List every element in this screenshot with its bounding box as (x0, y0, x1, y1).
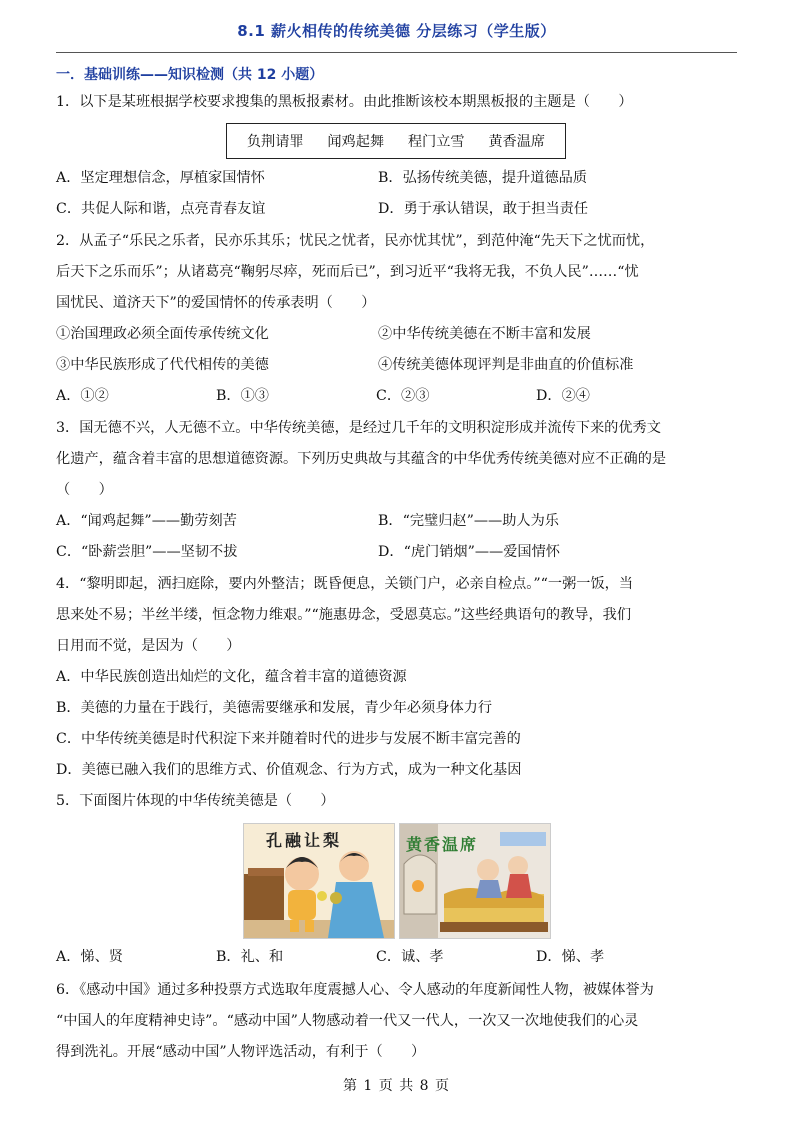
q2-option-b: B．①③ (216, 388, 269, 404)
q2-options-row (56, 386, 746, 406)
q3-stem-line-1: 3．国无德不兴，人无德不立。中华传统美德，是经过几千年的文明积淀形成并流传下来的优秀文 (56, 420, 661, 436)
q5-option-a: A．悌、贤 (56, 949, 123, 965)
q6-stem-line-2: “中国人的年度精神史诗”。“感动中国”人物感动着一代又一代人，一次又一次地使我们的心灵 (56, 1013, 639, 1029)
q5-option-d: D．悌、孝 (536, 949, 605, 965)
q1-option-c: C．共促人际和谐，点亮青春友谊 (56, 201, 266, 217)
q5-option-b: B．礼、和 (216, 949, 284, 965)
q3-stem-line-3: （ ） (56, 482, 113, 498)
page-footer: 第 1 页 共 8 页 (342, 1078, 451, 1094)
q2-stem-line-1: 2．从孟子“乐民之乐者，民亦乐其乐；忧民之忧者，民亦忧其忧”，到范仲淹“先天下之忧而忧， (56, 233, 655, 249)
q6-stem-line-3: 得到洗礼。开展“感动中国”人物评选活动，有利于（ ） (56, 1044, 426, 1060)
pic2-caption: 黄香温席 (406, 835, 479, 854)
kongrong-rangli-illustration (243, 823, 395, 939)
q1-option-d: D．勇于承认错误，敢于担当责任 (378, 201, 589, 217)
q4-option-a: A．中华民族创造出灿烂的文化，蕴含着丰富的道德资源 (56, 669, 407, 685)
q2-option-d: D．②④ (536, 388, 590, 404)
q2-statement-4: ④传统美德体现评判是非曲直的价值标准 (378, 357, 634, 373)
q1-options-row-1 (56, 168, 746, 188)
q2-statements-row-2 (56, 355, 746, 375)
pic1-caption: 孔融让梨 (266, 831, 343, 850)
q3-stem-line-2: 化遗产，蕴含着丰富的思想道德资源。下列历史典故与其蕴含的中华优秀传统美德对应不正确的是 (56, 451, 667, 467)
title-divider (56, 52, 737, 53)
q1-box-item: 黄香温席 (488, 134, 546, 150)
q1-option-a: A．坚定理想信念，厚植家国情怀 (56, 170, 265, 186)
q2-statement-1: ①治国理政必须全面传承传统文化 (56, 326, 269, 342)
q1-option-b: B．弘扬传统美德，提升道德品质 (378, 170, 588, 186)
q3-option-b: B．“完璧归赵”——助人为乐 (378, 513, 559, 529)
q1-box-item: 负荆请罪 (246, 134, 304, 150)
q2-option-c: C．②③ (376, 388, 430, 404)
q1-box-item: 闻鸡起舞 (327, 134, 385, 150)
q2-statement-3: ③中华民族形成了代代相传的美德 (56, 357, 269, 373)
q2-stem-line-3: 国忧民、道济天下”的爱国情怀的传承表明（ ） (56, 295, 376, 311)
q1-materials-box (226, 123, 566, 159)
huangxiang-wenxi-illustration (399, 823, 551, 939)
q6-stem-line-1: 6．《感动中国》通过多种投票方式选取年度震撼人心、令人感动的年度新闻性人物，被媒体誉为 (56, 982, 654, 998)
q2-stem-line-2: 后天下之乐而乐”；从诸葛亮“鞠躬尽瘁，死而后已”，到习近平“我将无我，不负人民”……“忧 (56, 264, 639, 280)
q1-options-row-2 (56, 199, 746, 219)
q4-stem-line-1: 4．“黎明即起，洒扫庭除，要内外整洁；既昏便息，关锁门户，必亲自检点。”“一粥一饭，当 (56, 576, 634, 592)
q5-option-c: C．诚、孝 (376, 949, 444, 965)
q2-option-a: A．①② (56, 388, 109, 404)
q5-options-row (56, 947, 746, 967)
q4-option-b: B．美德的力量在于践行，美德需要继承和发展，青少年必须身体力行 (56, 700, 493, 716)
q3-options-row-1 (56, 511, 746, 531)
q5-stem: 5．下面图片体现的中华传统美德是（ ） (56, 793, 335, 809)
page-title: 8.1 薪火相传的传统美德 分层练习（学生版） (237, 22, 556, 40)
q4-stem-line-2: 思来处不易；半丝半缕，恒念物力维艰。”“施惠毋念，受恩莫忘。”这些经典语句的教导，我们 (56, 607, 632, 623)
q2-statements-row-1 (56, 324, 746, 344)
q1-stem: 1．以下是某班根据学校要求搜集的黑板报素材。由此推断该校本期黑板报的主题是（ ） (56, 94, 633, 110)
section-heading: 一．基础训练——知识检测（共 12 小题） (56, 67, 324, 83)
q1-box-item: 程门立雪 (407, 134, 465, 150)
q3-options-row-2 (56, 542, 746, 562)
q3-option-a: A．“闻鸡起舞”——勤劳刻苦 (56, 513, 237, 529)
q2-statement-2: ②中华传统美德在不断丰富和发展 (378, 326, 591, 342)
q4-option-d: D．美德已融入我们的思维方式、价值观念、行为方式，成为一种文化基因 (56, 762, 522, 778)
q3-option-d: D．“虎门销烟”——爱国情怀 (378, 544, 560, 560)
q4-option-c: C．中华传统美德是时代积淀下来并随着时代的进步与发展不断丰富完善的 (56, 731, 521, 747)
q4-stem-line-3: 日用而不觉，是因为（ ） (56, 638, 241, 654)
q3-option-c: C．“卧薪尝胆”——坚韧不拔 (56, 544, 238, 560)
